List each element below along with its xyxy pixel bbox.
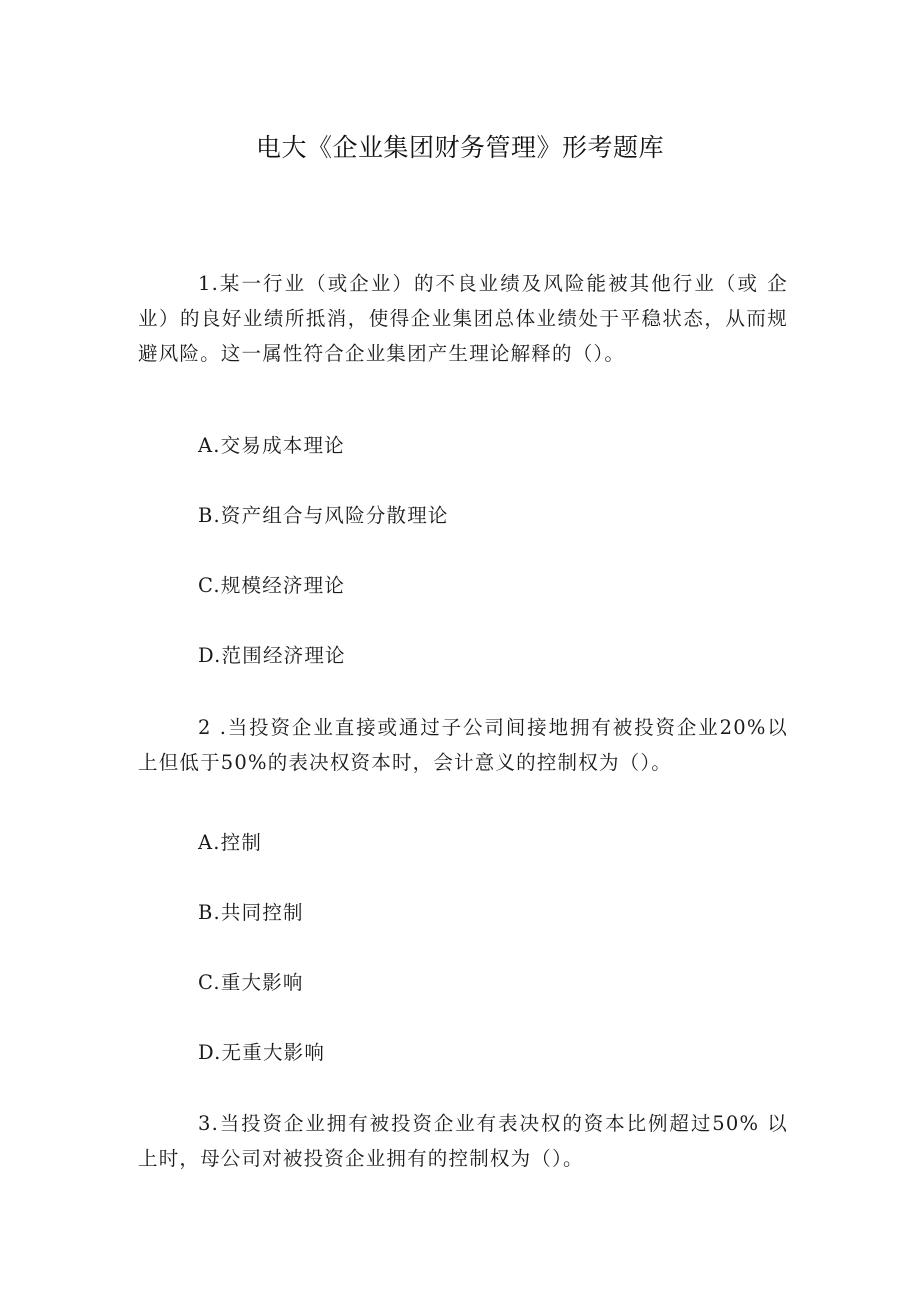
document-title: 电大《企业集团财务管理》形考题库 [255,133,664,162]
question-1-option-c: C.规模经济理论 [198,574,346,597]
question-1-text: 1.某一行业（或企业）的不良业绩及风险能被其他行业（或 企业）的良好业绩所抵消，使得企业集团总体业绩处于平稳状态，从而规避风险。这一属性符合企业集团产生理论解释的（）。 [138,272,788,365]
question-2-option-b: B.共同控制 [198,901,304,924]
question-1-option-a: A.交易成本理论 [198,434,345,457]
question-2-option-c: C.重大影响 [198,971,304,994]
question-1-option-b: B.资产组合与风险分散理论 [198,504,449,527]
question-3-text: 3.当投资企业拥有被投资企业有表决权的资本比例超过50% 以上时，母公司对被投资企业拥有的控制权为（）。 [138,1112,788,1170]
question-2-option-d: D.无重大影响 [198,1041,326,1064]
question-1-option-d: D.范围经济理论 [198,644,346,667]
question-2-option-a: A.控制 [198,831,263,854]
question-2-text: 2 .当投资企业直接或通过子公司间接地拥有被投资企业20%以上但低于50%的表决权资本时，会计意义的控制权为（）。 [138,716,788,774]
